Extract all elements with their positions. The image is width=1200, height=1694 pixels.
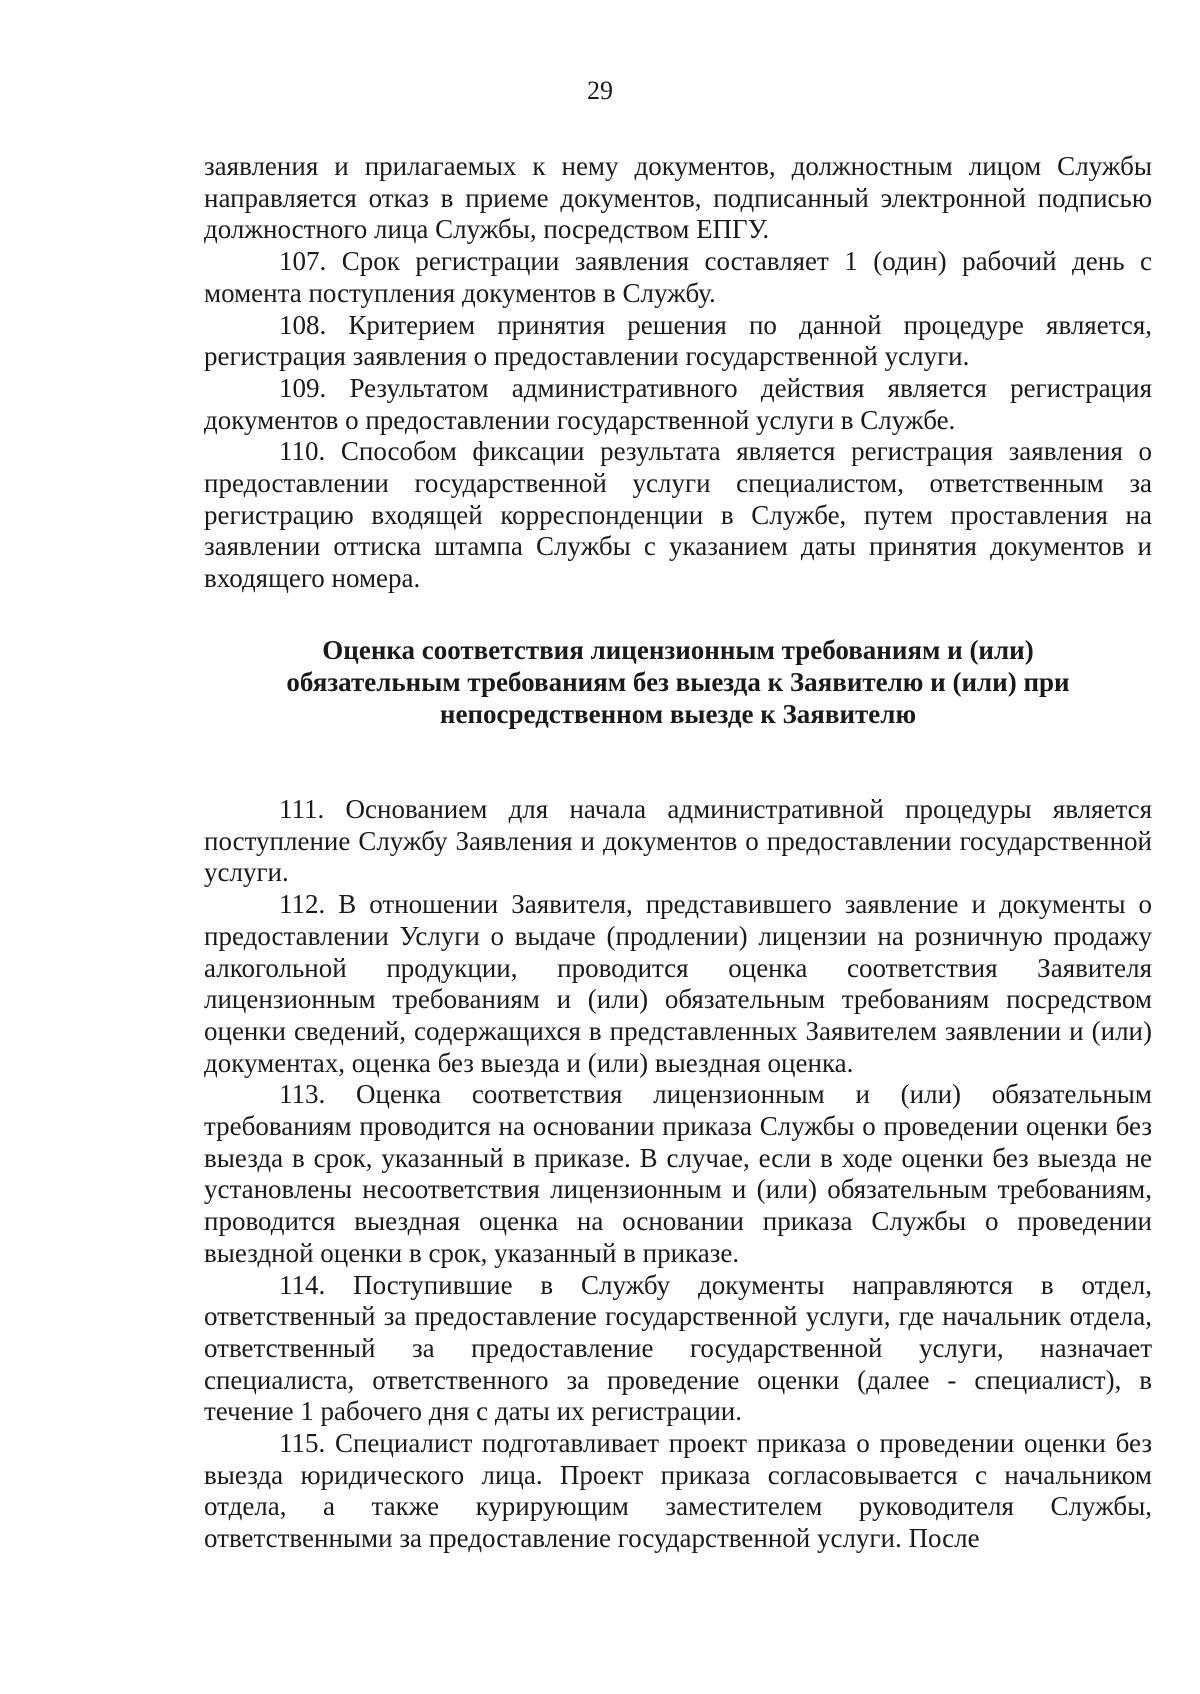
- paragraph-109: 109. Результатом административного действия является регистрация документов о предоставлении государственной услуги в Службе.: [204, 372, 1152, 435]
- bottom-text-block: [204, 794, 1152, 1555]
- page-number: 29: [587, 76, 613, 105]
- paragraph-continuation: заявления и прилагаемых к нему документов, должностным лицом Службы направляется отказ в приеме документов, подписанный электронной подписью должностного лица Службы, посредством ЕПГУ.: [204, 151, 1152, 245]
- paragraph-112: 112. В отношении Заявителя, представившего заявление и документы о предоставлении Услуги о выдаче (продлении) лицензии на розничную продажу алкогольной продукции, проводится оценка соответствия Заявителя лицензионным требованиям и (или) обязательным требованиям посредством оценки сведений, содержащихся в представленных Заявителем заявлении и (или) документах, оценка без выезда и (или) выездная оценка.: [204, 889, 1152, 1078]
- paragraph-107: 107. Срок регистрации заявления составляет 1 (один) рабочий день с момента поступления документов в Службу.: [204, 246, 1152, 308]
- paragraph-114: 114. Поступившие в Службу документы направляются в отдел, ответственный за предоставление государственной услуги, где начальник отдела, ответственный за предоставление государственной услуги, назначает специалиста, ответственного за проведение оценки (далее - специалист), в течение 1 рабочего дня с даты их регистрации.: [204, 1269, 1152, 1427]
- paragraph-110: 110. Способом фиксации результата является регистрация заявления о предоставлении государственной услуги специалистом, ответственным за регистрацию входящей корреспонденции в Службе, путем проставления на заявлении оттиска штампа Службы с указанием даты принятия документов и входящего номера.: [204, 436, 1152, 594]
- section-heading-line-2: обязательным требованиям без выезда к Заявителю и (или) при: [286, 667, 1070, 697]
- section-heading: [204, 634, 1152, 730]
- section-heading-line-1: Оценка соответствия лицензионным требованиям и (или): [322, 635, 1034, 665]
- section-heading-line-3: непосредственном выезде к Заявителю: [439, 699, 917, 729]
- top-text-block: [204, 151, 1152, 595]
- paragraph-113: 113. Оценка соответствия лицензионным и (или) обязательным требованиям проводится на основании приказа Службы о проведении оценки без выезда в срок, указанный в приказе. В случае, если в ходе оценки без выезда не установлены несоответствия лицензионным и (или) обязательным требованиям, проводится выездная оценка на основании приказа Службы о проведении выездной оценки в срок, указанный в приказе.: [204, 1079, 1152, 1268]
- paragraph-108: 108. Критерием принятия решения по данной процедуре является, регистрация заявления о предоставлении государственной услуги.: [204, 309, 1152, 372]
- paragraph-111: 111. Основанием для начала административной процедуры является поступление Службу Заявления и документов о предоставлении государственной услуги.: [204, 794, 1152, 888]
- paragraph-115: 115. Специалист подготавливает проект приказа о проведении оценки без выезда юридического лица. Проект приказа согласовывается с начальником отдела, а также курирующим заместителем руководителя Службы, ответственными за предоставление государственной услуги. После: [204, 1428, 1152, 1554]
